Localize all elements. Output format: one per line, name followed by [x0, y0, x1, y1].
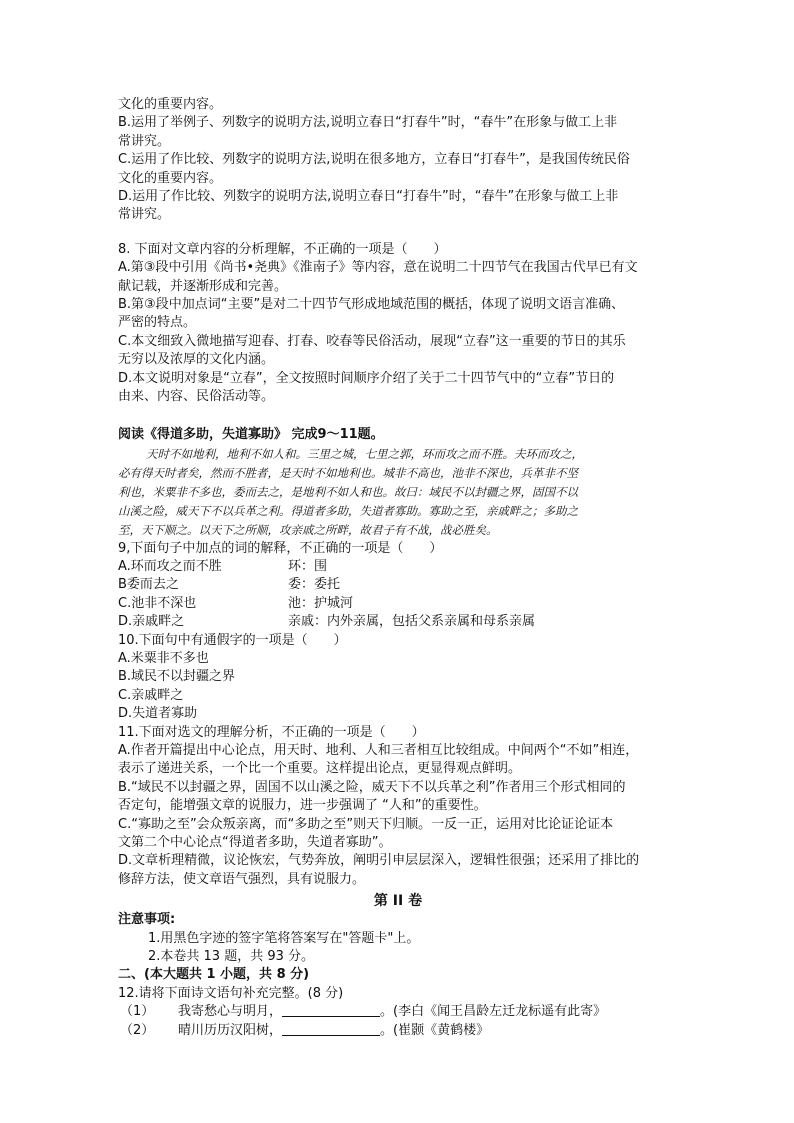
part-two [118, 891, 678, 1040]
passage-line: 至，天下顺之。以天下之所顺，攻亲戚之所畔，故君子有不战，战必胜矣。 [118, 522, 498, 537]
passage-line: 天时不如地利，地利不如人和。三里之城，七里之郭，环而攻之而不胜。夫环而攻之， [146, 446, 583, 461]
option-gloss: 亲戚：内外亲属，包括父系亲属和母系亲属 [288, 614, 536, 630]
verse-text: 我寄愁心与明月， [178, 1004, 283, 1020]
question-stem: 12.请将下面诗文语句补充完整。(8 分) [118, 985, 344, 1001]
question-stem: 8. 下面对文章内容的分析理解，不正确的一项是（ ） [118, 241, 447, 257]
text-line: 文第二个中心论点“得道者多助，失道者寡助”。 [118, 835, 392, 850]
question-stem: 9,下面句子中加点的词的解释，不正确的一项是（ ） [118, 540, 443, 556]
option-text: D.亲戚畔之 [118, 614, 185, 630]
part-title: 第 II 卷 [373, 893, 423, 910]
item-number: （1） [120, 1004, 155, 1020]
text-line: C.“寡助之至”会众叛亲离，而“多助之至”则天下归顺。一反一正，运用对比论证论证本 [118, 816, 614, 832]
text-line: 严密的特点。 [118, 315, 197, 331]
fill-in-row [118, 1003, 678, 1021]
text-line: 常讲究。 [118, 133, 171, 149]
notice-heading: 注意事项: [118, 912, 176, 928]
option-gloss: 委：委托 [288, 577, 341, 593]
text-line: A.作者开篇提出中心论点，用天时、地利、人和三者相互比较组成。中间两个“不如”相连， [118, 742, 639, 758]
option-text: C.亲戚畔之 [118, 687, 184, 703]
question-stem: 10.下面句中有通假字的一项是（ ） [118, 632, 347, 648]
text-line: B.“域民不以封疆之界，固国不以山溪之险，威天下不以兵革之利”作者用三个形式相同的 [118, 779, 626, 795]
text-line: 由来、内容、民俗活动等。 [118, 389, 275, 405]
exam-page [118, 96, 678, 1040]
question-7-continued [118, 96, 678, 225]
option-text: B委而去之 [118, 577, 179, 593]
notice-item: 2.本卷共 13 题，共 93 分。 [148, 949, 315, 965]
text-line: D.运用了作比较、列数字的说明方法,说明立春日“打春牛”时，“春牛”在形象与做工上非 [118, 189, 619, 205]
text-line: B.运用了举例子、列数字的说明方法,说明立春日“打春牛”时，“春牛”在形象与做工上非 [118, 115, 618, 131]
option-text: A.环而攻之而不胜 [118, 558, 222, 574]
text-line: C.运用了作比较、列数字的说明方法,说明在很多地方，立春日“打春牛”，是我国传统民俗 [118, 152, 630, 168]
text-line: D.文章析理精微，议论恢宏，气势奔放，阐明引申层层深入，逻辑性很强；还采用了排比的 [118, 853, 640, 869]
option-row [118, 558, 678, 576]
text-line: C.本文细致入微地描写迎春、打春、咬春等民俗活动，展现“立春”这一重要的节日的其乐 [118, 333, 626, 349]
verse-source: 。(崔颢《黄鹤楼》 [380, 1022, 490, 1038]
text-line: 文化的重要内容。 [118, 97, 223, 112]
text-line: 修辞方法，使文章语气强烈，具有说服力。 [118, 871, 366, 887]
option-text: C.池非不深也 [118, 595, 197, 611]
verse-text: 晴川历历汉阳树， [178, 1022, 283, 1038]
text-line: 无穷以及浓厚的文化内涵。 [118, 352, 275, 368]
option-text: A.米粟非不多也 [118, 650, 209, 666]
text-line: B.第③段中加点词“主要”是对二十四节气形成地域范围的概括，体现了说明文语言准确、 [118, 297, 625, 313]
option-row [118, 613, 678, 631]
classical-passage [118, 445, 678, 540]
text-line: 献记载，并逐渐形成和完善。 [118, 278, 288, 294]
question-10 [118, 632, 678, 724]
passage-line: 利也，米粟非不多也，委而去之，是地利不如人和也。故曰：域民不以封疆之界，固国不以 [118, 484, 578, 499]
answer-blank[interactable] [282, 1022, 380, 1036]
question-9 [118, 540, 678, 632]
text-line: 否定句，能增强文章的说服力，进一步强调了 “人和”的重要性。 [118, 798, 487, 814]
option-row [118, 595, 678, 613]
reading-heading: 阅读《得道多助，失道寡助》 完成9～11题。 [118, 426, 384, 442]
reading-section [118, 425, 678, 540]
option-text: D.失道者寡助 [118, 706, 198, 722]
text-line: 表示了递进关系，一个比一个重要。这样提出论点，更显得观点鲜明。 [118, 761, 522, 777]
option-gloss: 池：护城河 [288, 595, 354, 611]
section-heading: 二、(本大题共 1 小题，共 8 分) [118, 967, 310, 983]
question-11 [118, 724, 678, 890]
item-number: （2） [120, 1022, 155, 1038]
text-line: D.本文说明对象是“立春”，全文按照时间顺序介绍了关于二十四节气中的“立春”节日的 [118, 370, 615, 386]
option-text: B.域民不以封疆之界 [118, 669, 236, 685]
option-row [118, 576, 678, 594]
fill-in-row [118, 1022, 678, 1040]
passage-line: 必有得天时者矣，然而不胜者，是天时不如地利也。城非不高也，池非不深也，兵革非不坚 [118, 465, 578, 480]
question-stem: 11.下面对选文的理解分析，不正确的一项是（ ） [118, 724, 425, 740]
text-line: 常讲究。 [118, 207, 171, 223]
text-line: A.第③段中引用《尚书•尧典》《淮南子》等内容，意在说明二十四节气在我国古代早已有文 [118, 260, 638, 276]
text-line: 文化的重要内容。 [118, 170, 223, 186]
passage-line: 山溪之险，威天下不以兵革之利。得道者多助，失道者寡助。寡助之至，亲戚畔之；多助之 [118, 503, 578, 518]
option-gloss: 环：围 [288, 558, 328, 574]
verse-source: 。(李白《闻王昌龄左迁龙标遥有此寄》 [380, 1004, 607, 1020]
notice-item: 1.用黑色字迹的签字笔将答案写在"答题卡"上。 [148, 930, 420, 946]
question-8 [118, 241, 678, 407]
answer-blank[interactable] [282, 1003, 380, 1017]
